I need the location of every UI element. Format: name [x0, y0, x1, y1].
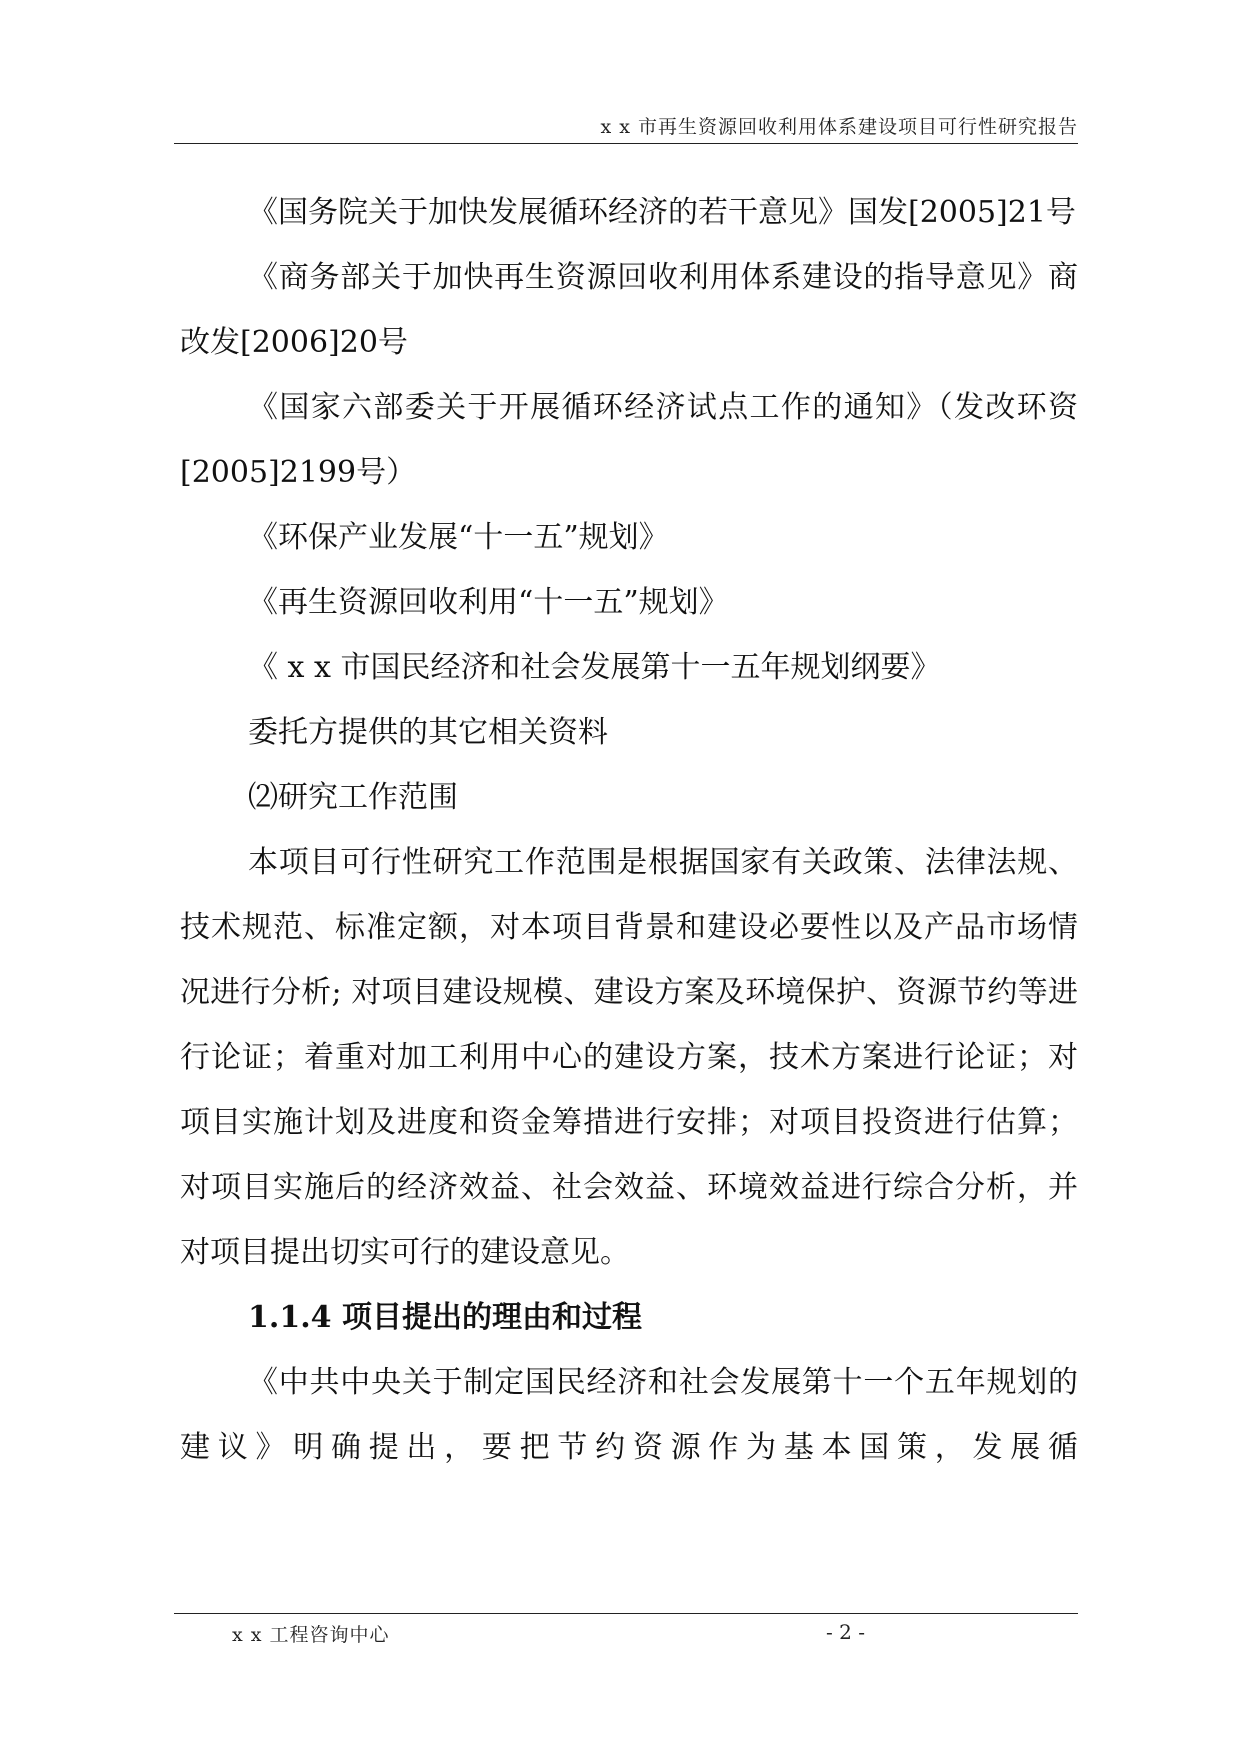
header-divider	[174, 143, 1078, 144]
reference-item: 委托方提供的其它相关资料	[248, 715, 608, 750]
subsection-label: ⑵研究工作范围	[248, 780, 458, 815]
page-header: x x 市再生资源回收利用体系建设项目可行性研究报告	[600, 116, 1078, 138]
reference-item: 《再生资源回收利用“十一五”规划》	[248, 585, 729, 620]
reference-item: 《商务部关于加快再生资源回收利用体系建设的指导意见》商改发[2006]20号	[180, 260, 1078, 360]
body-paragraph: 《中共中央关于制定国民经济和社会发展第十一个五年规划的建议》明确提出，要把节约资源作为基本国策，发展循	[180, 1365, 1078, 1465]
footer-organization: x x 工程咨询中心	[232, 1624, 390, 1646]
page-number: - 2 -	[826, 1620, 865, 1644]
section-heading: 1.1.4 项目提出的理由和过程	[248, 1300, 642, 1335]
body-paragraph: 本项目可行性研究工作范围是根据国家有关政策、法律法规、技术规范、标准定额，对本项目背景和建设必要性以及产品市场情况进行分析; 对项目建设规模、建设方案及环境保护、资源节约等进行论证；着重对加工利用中心的建设方案，技术方案进行论证；对项目实施计划及进度和资金筹措进行安排；对项目投资进行估算；对项目实施后的经济效益、社会效益、环境效益进行综合分析，并对项目提出切实可行的建设意见。	[180, 845, 1078, 1270]
reference-item: 《国家六部委关于开展循环经济试点工作的通知》（发改环资[2005]2199号）	[180, 390, 1078, 490]
reference-item: 《环保产业发展“十一五”规划》	[248, 520, 669, 555]
reference-item: 《国务院关于加快发展循环经济的若干意见》国发[2005]21号	[248, 195, 1076, 230]
footer-divider	[174, 1613, 1078, 1614]
document-body	[180, 180, 1078, 1480]
reference-item: 《 x x 市国民经济和社会发展第十一五年规划纲要》	[248, 650, 941, 685]
